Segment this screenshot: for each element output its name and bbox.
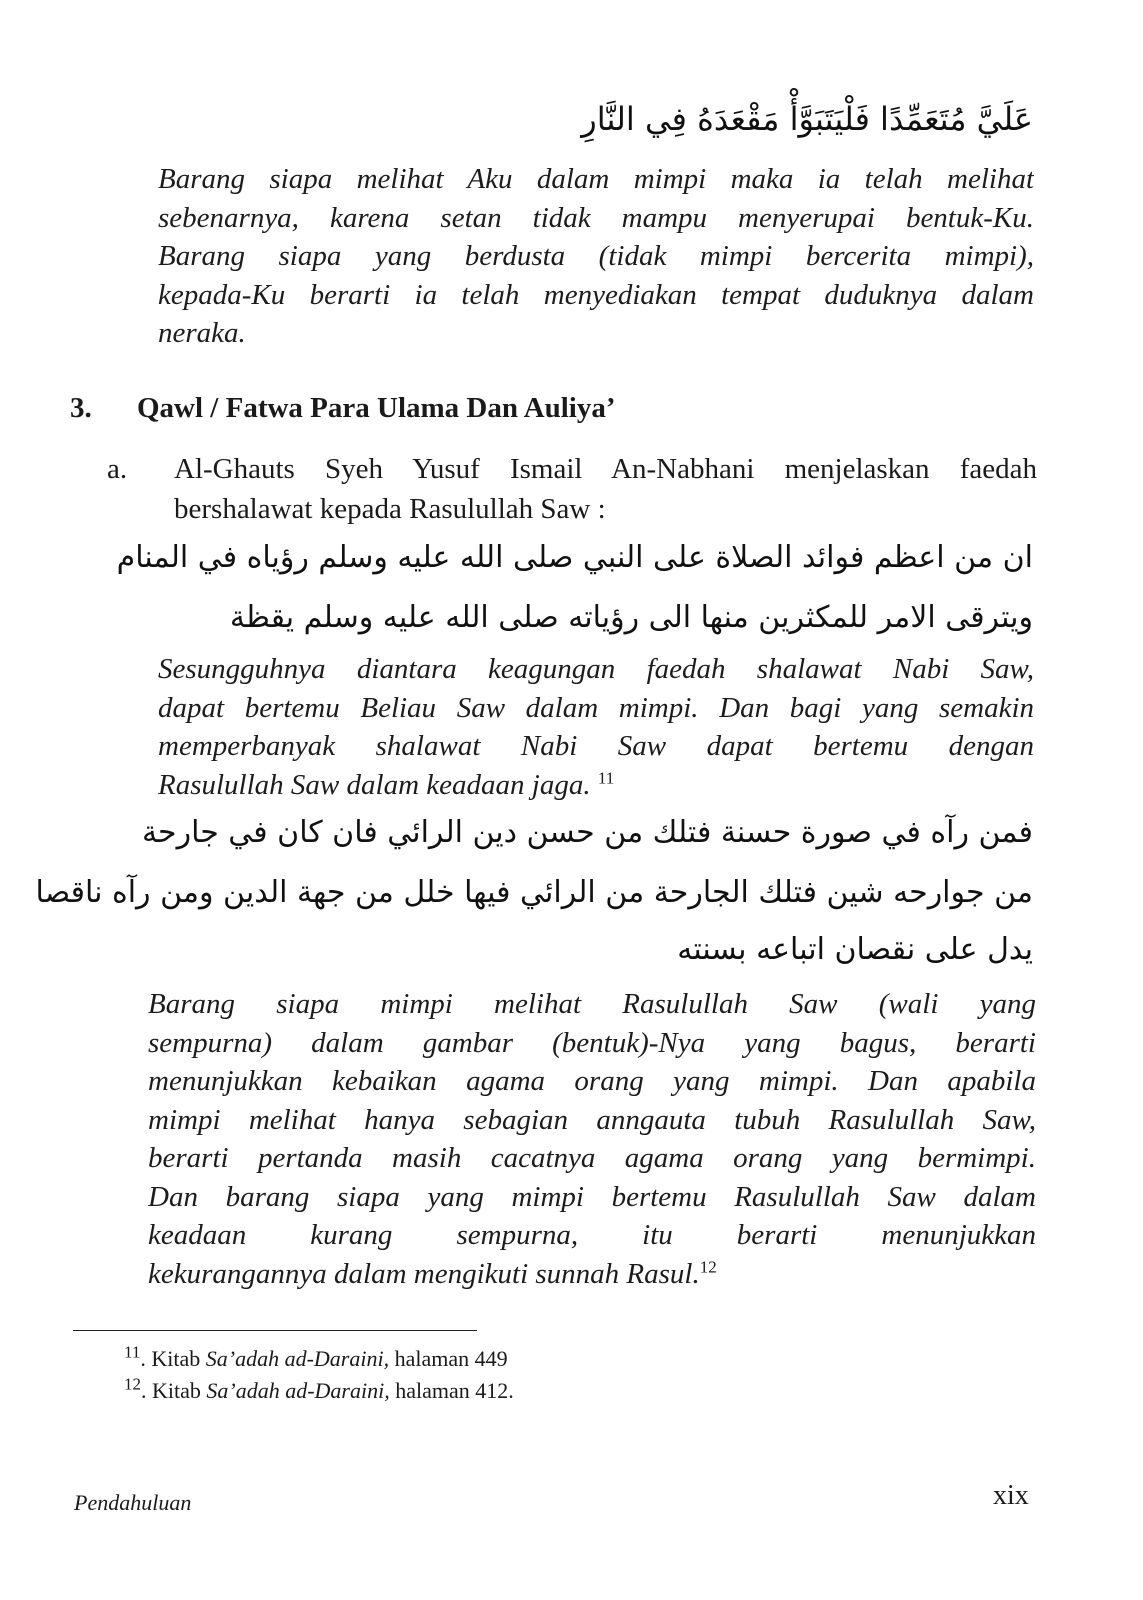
translation-paragraph-2: [158, 650, 1034, 804]
footnote-number: 12: [124, 1374, 141, 1394]
translation-line: sebenarnya, karena setan tidak mampu menyerupai bentuk-Ku.: [158, 201, 1034, 234]
translation-line: sempurna) dalam gambar (bentuk)-Nya yang bagus, berarti: [148, 1026, 1036, 1059]
translation-line: Sesungguhnya diantara keagungan faedah shalawat Nabi Saw,: [158, 653, 1034, 685]
section-heading: [70, 392, 616, 425]
section-title: Qawl / Fatwa Para Ulama Dan Auliya’: [137, 392, 616, 424]
translation-line: [148, 1255, 1036, 1294]
footnote-divider: [73, 1330, 477, 1331]
translation-line: Barang siapa mimpi melihat Rasulullah Saw (wali yang: [148, 988, 1036, 1020]
footnote-pre: . Kitab: [140, 1346, 206, 1371]
translation-line: [158, 766, 1034, 805]
list-item-line: Al-Ghauts Syeh Yusuf Ismail An-Nabhani menjelaskan faedah: [174, 453, 1037, 485]
list-item-letter: a.: [107, 453, 128, 485]
arabic-quote-line: ويترقى الامر للمكثرين منها الى رؤياته صلى الله عليه وسلم يقظة: [229, 600, 1033, 635]
running-footer-chapter: Pendahuluan: [74, 1490, 192, 1515]
footnote-post: halaman 449: [389, 1346, 508, 1371]
translation-line: Barang siapa melihat Aku dalam mimpi maka ia telah melihat: [158, 163, 1034, 195]
footnote-12: [124, 1374, 514, 1404]
footnote-11: [124, 1342, 508, 1372]
arabic-quote-line: ان من اعظم فوائد الصلاة على النبي صلى الله عليه وسلم رؤياه في المنام: [116, 540, 1033, 575]
translation-line: memperbanyak shalawat Nabi Saw dapat bertemu dengan: [158, 730, 1034, 762]
arabic-quote-line: يدل على نقصان اتباعه بسنته: [677, 932, 1033, 967]
translation-text: Rasulullah Saw dalam keadaan jaga.: [158, 768, 591, 801]
translation-line: dapat bertemu Beliau Saw dalam mimpi. Dan bagi yang semakin: [158, 691, 1034, 724]
translation-line: berarti pertanda masih cacatnya agama orang yang bermimpi.: [148, 1142, 1036, 1174]
translation-line: kepada-Ku berarti ia telah menyediakan tempat duduknya dalam: [158, 278, 1034, 311]
footnote-ref: 12: [699, 1256, 717, 1276]
translation-paragraph-3: [148, 985, 1036, 1293]
footnote-pre: . Kitab: [141, 1378, 207, 1403]
translation-line: Barang siapa yang berdusta (tidak mimpi bercerita mimpi),: [158, 240, 1034, 272]
section-number: 3.: [70, 392, 92, 424]
translation-paragraph-1: [158, 160, 1034, 353]
arabic-quote-line: فمن رآه في صورة حسنة فتلك من حسن دين الرائي فان كان في جارحة: [141, 815, 1033, 850]
translation-line: menunjukkan kebaikan agama orang yang mimpi. Dan apabila: [148, 1065, 1036, 1097]
translation-line: Dan barang siapa yang mimpi bertemu Rasulullah Saw dalam: [148, 1180, 1036, 1213]
footnote-number: 11: [124, 1342, 141, 1362]
translation-line: keadaan kurang sempurna, itu berarti menunjukkan: [148, 1219, 1036, 1251]
footnote-post: halaman 412.: [389, 1378, 514, 1403]
translation-line: mimpi melihat hanya sebagian anngauta tubuh Rasulullah Saw,: [148, 1103, 1036, 1136]
arabic-quote-line: من جوارحه شين فتلك الجارحة من الرائي فيها خلل من جهة الدين ومن رآه ناقصا: [35, 875, 1033, 910]
arabic-hadith-end: عَلَيَّ مُتَعَمِّدًا فَلْيَتَبَوَّأْ مَقْعَدَهُ فِي النَّارِ: [581, 100, 1033, 138]
footnote-book-title: Sa’adah ad-Daraini,: [206, 1378, 390, 1403]
footnote-book-title: Sa’adah ad-Daraini,: [205, 1346, 390, 1371]
translation-line: neraka.: [158, 317, 246, 349]
page-number: xix: [993, 1480, 1029, 1511]
list-item-line: bershalawat kepada Rasulullah Saw :: [174, 493, 606, 525]
translation-text: kekurangannya dalam mengikuti sunnah Rasul.: [148, 1257, 700, 1290]
footnote-ref: 11: [597, 767, 615, 787]
